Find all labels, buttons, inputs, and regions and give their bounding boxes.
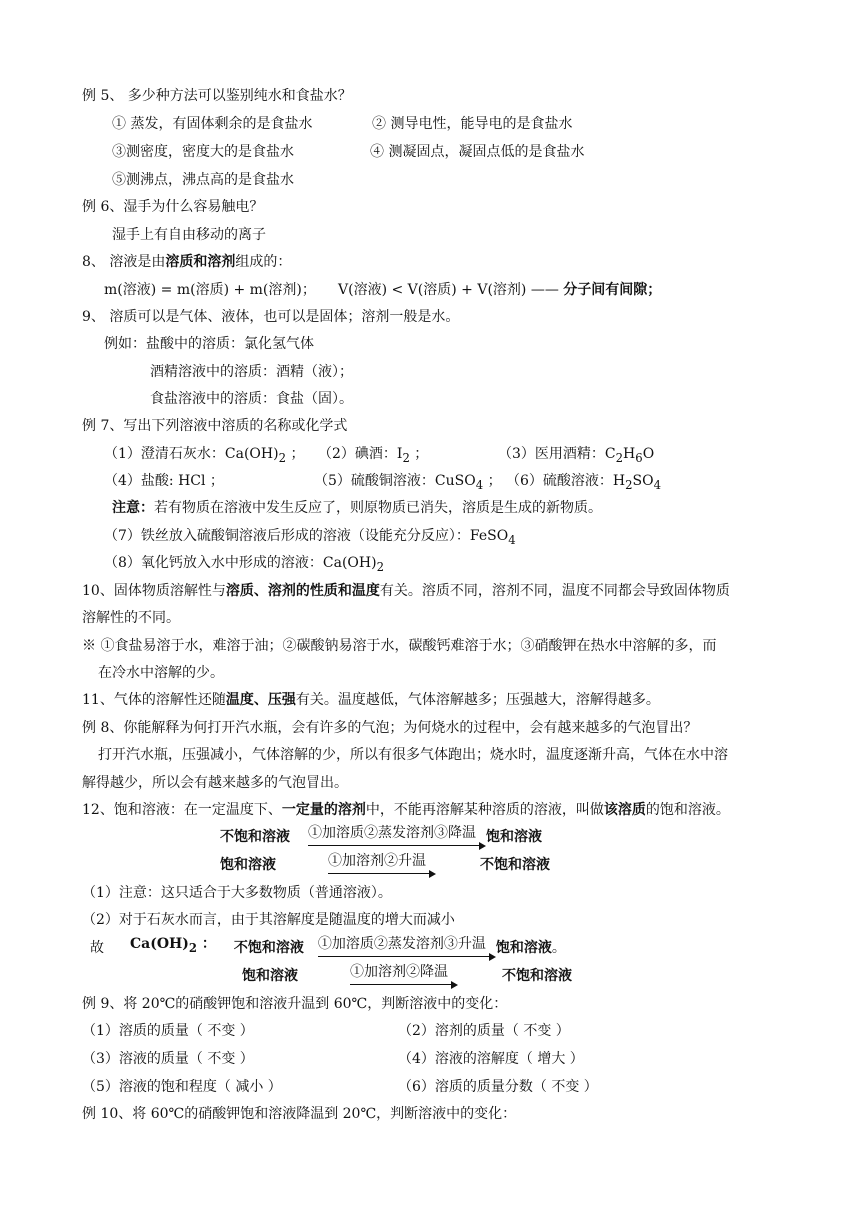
example-7-title: 例 7、写出下列溶液中溶质的名称或化学式: [82, 418, 348, 434]
method-3: ③测密度，密度大的是食盐水: [112, 144, 294, 160]
example-7-item-8: （8）氧化钙放入水中形成的溶液：$Ca(OH)_2$: [104, 555, 384, 574]
point-12: 12、饱和溶液：在一定温度下、一定量的溶剂中，不能再溶解某种溶质的溶液，叫做该溶质的饱和溶液。: [82, 802, 730, 818]
example-7-item-7: （7）铁丝放入硫酸铜溶液后形成的溶液（设能充分反应）：FeSO$_4$: [104, 528, 516, 547]
example-10-title: 例 10、将 60℃的硝酸钾饱和溶液降温到 20℃，判断溶液中的变化：: [82, 1106, 517, 1122]
mass-formula: m(溶液) = m(溶质) + m(溶剂)；: [104, 282, 316, 298]
point-10-examples: ※ ①食盐易溶于水，难溶于油；②碳酸钠易溶于水，碳酸钙难溶于水；③硝酸钾在热水中溶解的多，而: [82, 638, 717, 654]
example-8-answer-2: 解得越少，所以会有越来越多的气泡冒出。: [82, 775, 348, 791]
conversion-arrow-4: ①加溶剂②降温: [350, 962, 458, 986]
example-7-item-3: （3）医用酒精：$C_2H_6O$: [498, 446, 655, 465]
conversion-row-1: 不饱和溶液 ①加溶质②蒸发溶剂③降温 饱和溶液: [220, 827, 542, 847]
example-7-item-5: （5）硫酸铜溶液：CuSO$_4$ ；: [314, 473, 502, 492]
example-5-title: 例 5、 多少种方法可以鉴别纯水和食盐水？: [82, 88, 352, 104]
conversion-row-3: 故 $Ca(OH)_2$ ： 不饱和溶液 ①加溶质②蒸发溶剂③升温 饱和溶液 。: [90, 938, 566, 958]
example-7-item-2: （2）碘酒：$I_2$ ；: [318, 446, 429, 465]
example-9-q3: （3）溶液的质量（ 不变 ）: [82, 1051, 254, 1067]
example-7-item-6: （6）硫酸溶液：$H_2SO_4$: [506, 473, 662, 492]
example-8-answer-1: 打开汽水瓶，压强减小，气体溶解的少，所以有很多气体跑出；烧水时，温度逐渐升高，气体在水中溶: [98, 747, 728, 763]
point-9-example-1: 例如：盐酸中的溶质：氯化氢气体: [104, 336, 314, 352]
note-1: （1）注意：这只适合于大多数物质（普通溶液）。: [82, 885, 392, 901]
example-9-q5: （5）溶液的饱和程度（ 减小 ）: [82, 1079, 282, 1095]
example-9-q4: （4）溶液的溶解度（ 增大 ）: [398, 1051, 584, 1067]
method-5: ⑤测沸点，沸点高的是食盐水: [112, 172, 294, 188]
method-4: ④ 测凝固点，凝固点低的是食盐水: [370, 144, 585, 160]
conversion-arrow-1: ①加溶质②蒸发溶剂③降温: [308, 823, 486, 847]
example-9-q1: （1）溶质的质量（ 不变 ）: [82, 1023, 254, 1039]
example-7-note: 注意：若有物质在溶液中发生反应了，则原物质已消失，溶质是生成的新物质。: [112, 500, 602, 516]
example-7-item-4: （4）盐酸: HCl ；: [104, 473, 224, 489]
point-9: 9、 溶质可以是气体、液体，也可以是固体；溶剂一般是水。: [82, 309, 460, 325]
point-8: 8、 溶液是由溶质和溶剂组成的：: [82, 254, 292, 270]
example-9-title: 例 9、将 20℃的硝酸钾饱和溶液升温到 60℃，判断溶液中的变化：: [82, 996, 508, 1012]
example-9-q6: （6）溶质的质量分数（ 不变 ）: [398, 1079, 598, 1095]
example-6-title: 例 6、湿手为什么容易触电？: [82, 199, 264, 215]
point-9-example-2: 酒精溶液中的溶质：酒精（液）；: [150, 364, 353, 380]
point-10: 10、固体物质溶解性与溶质、溶剂的性质和温度有关。溶质不同，溶剂不同，温度不同都会导致固体物质: [82, 583, 730, 599]
point-11: 11、气体的溶解性还随温度、压强有关。温度越低，气体溶解越多；压强越大，溶解得越多。: [82, 692, 660, 708]
example-6-answer: 湿手上有自由移动的离子: [112, 227, 266, 243]
point-10-cont: 溶解性的不同。: [82, 610, 180, 626]
conversion-row-4: 饱和溶液 ①加溶剂②降温 不饱和溶液: [242, 966, 572, 986]
limewater-formula: $Ca(OH)_2$ ：: [130, 936, 216, 955]
point-9-example-3: 食盐溶液中的溶质：食盐（固）。: [150, 391, 353, 407]
example-8-title: 例 8、你能解释为何打开汽水瓶，会有许多的气泡；为何烧水的过程中，会有越来越多的气泡冒出？: [82, 720, 698, 736]
note-2: （2）对于石灰水而言，由于其溶解度是随温度的增大而减小: [82, 912, 455, 928]
conversion-arrow-3: ①加溶质②蒸发溶剂③升温: [318, 934, 496, 958]
example-7-item-1: （1）澄清石灰水：$Ca(OH)_2$ ；: [104, 446, 305, 465]
conversion-row-2: 饱和溶液 ①加溶剂②升温 不饱和溶液: [220, 855, 550, 875]
method-2: ② 测导电性，能导电的是食盐水: [372, 116, 573, 132]
conversion-arrow-2: ①加溶剂②升温: [328, 851, 436, 875]
point-10-examples-cont: 在冷水中溶解的少。: [98, 665, 224, 681]
example-9-q2: （2）溶剂的质量（ 不变 ）: [398, 1023, 570, 1039]
method-1: ① 蒸发，有固体剩余的是食盐水: [112, 116, 313, 132]
volume-formula: V(溶液) < V(溶质) + V(溶剂) —— 分子间有间隙；: [338, 282, 662, 298]
